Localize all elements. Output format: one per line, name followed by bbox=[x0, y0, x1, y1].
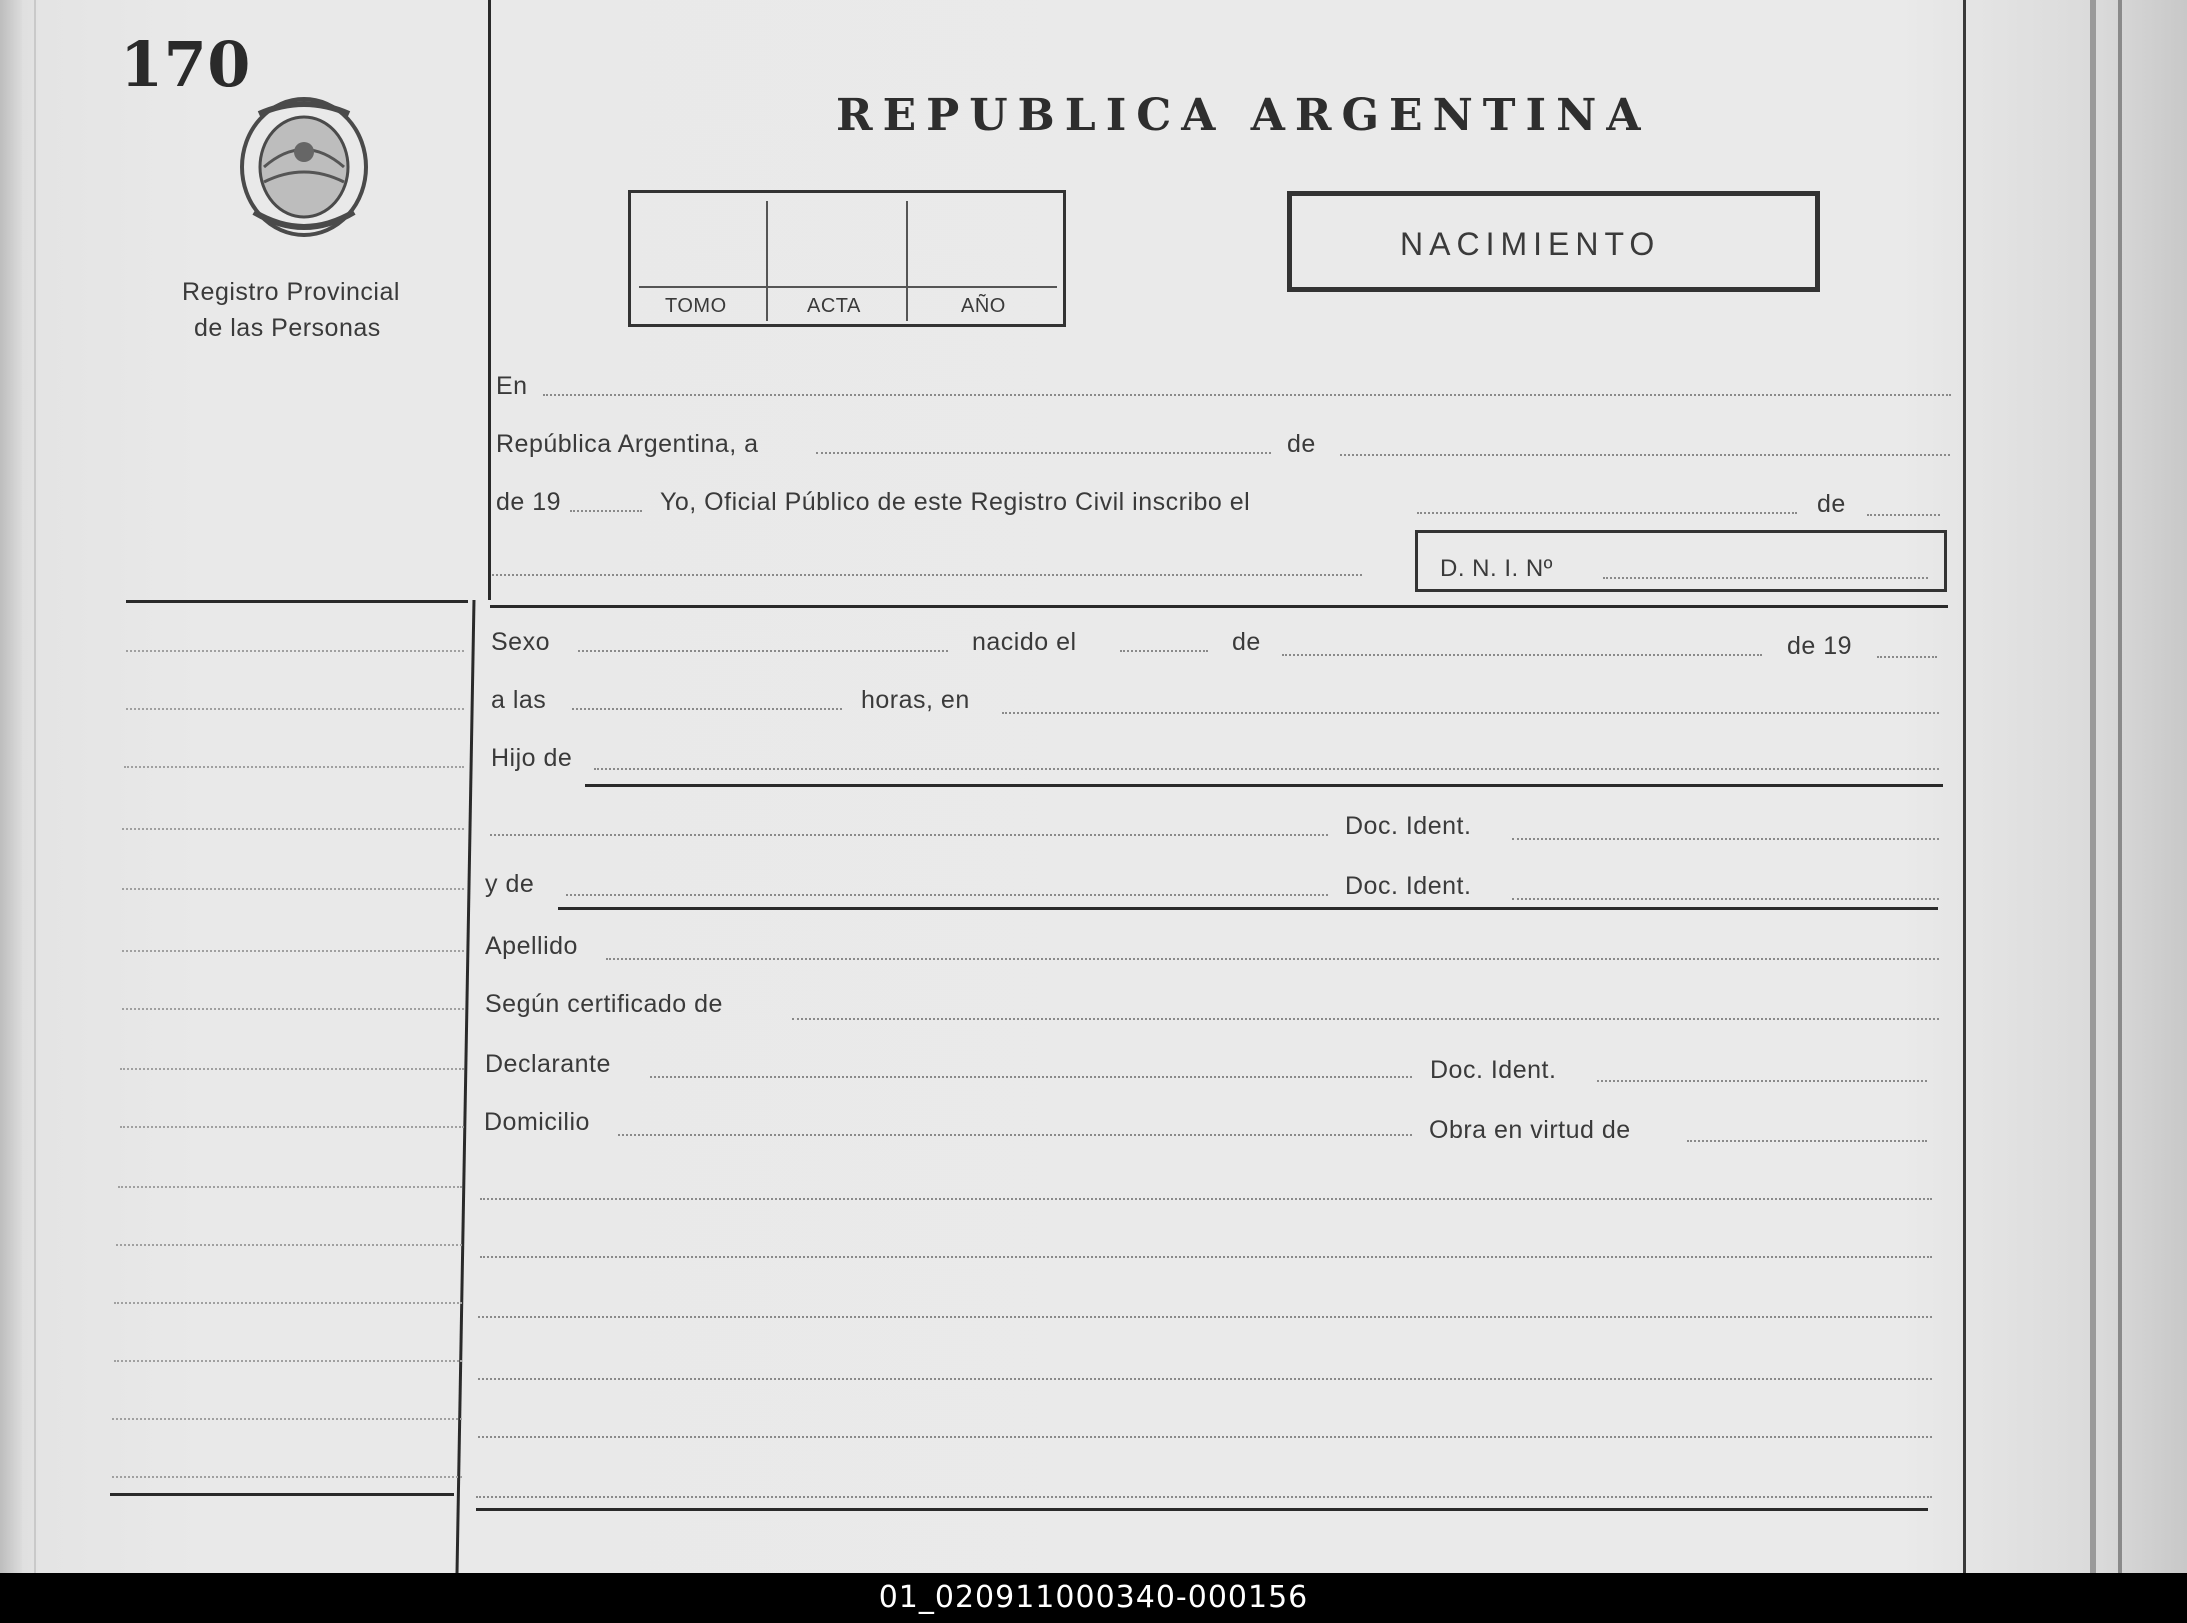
label-yo-oficial: Yo, Oficial Público de este Registro Civil inscribo el bbox=[660, 488, 1251, 516]
margin-line-3 bbox=[124, 766, 464, 768]
registry-label-line2: de las Personas bbox=[194, 314, 381, 342]
margin-line-14 bbox=[112, 1418, 462, 1420]
field-doc-ident-2 bbox=[1512, 898, 1939, 900]
record-number-box bbox=[628, 190, 1066, 327]
margin-bottom-separator bbox=[110, 1493, 454, 1496]
margin-line-4 bbox=[122, 828, 464, 830]
label-de-3: de bbox=[1232, 628, 1261, 656]
page-right-edge-2 bbox=[2118, 0, 2122, 1573]
record-type-box bbox=[1287, 191, 1820, 292]
notes-line-4 bbox=[478, 1378, 1932, 1380]
margin-line-11 bbox=[116, 1244, 462, 1246]
father-underline bbox=[585, 784, 1943, 787]
field-father-extra bbox=[490, 834, 1328, 836]
field-hour bbox=[572, 708, 842, 710]
image-caption: 01_020911000340-000156 bbox=[0, 1573, 2187, 1623]
field-apellido bbox=[606, 958, 1939, 960]
margin-line-1 bbox=[126, 650, 464, 652]
label-declarante: Declarante bbox=[485, 1050, 611, 1078]
document-title: REPUBLICA ARGENTINA bbox=[836, 90, 1651, 141]
label-hijo-de: Hijo de bbox=[491, 744, 573, 772]
field-father bbox=[594, 768, 1939, 770]
label-de-1: de bbox=[1287, 430, 1316, 458]
notes-line-1 bbox=[480, 1198, 1932, 1200]
field-day bbox=[816, 452, 1271, 454]
field-doc-ident-3 bbox=[1597, 1080, 1927, 1082]
record-type: NACIMIENTO bbox=[1400, 226, 1661, 262]
field-domicilio bbox=[618, 1134, 1412, 1136]
label-horas-en: horas, en bbox=[861, 686, 970, 714]
margin-divider bbox=[488, 0, 491, 600]
label-dni: D. N. I. Nº bbox=[1440, 555, 1553, 582]
margin-line-8 bbox=[120, 1068, 464, 1070]
form-right-border bbox=[1963, 0, 1966, 1573]
label-obra-en-virtud: Obra en virtud de bbox=[1429, 1116, 1631, 1144]
label-a-las: a las bbox=[491, 686, 547, 714]
margin-line-10 bbox=[118, 1186, 462, 1188]
acta-label: ACTA bbox=[807, 295, 861, 317]
field-doc-ident-1 bbox=[1512, 838, 1939, 840]
field-declarante bbox=[650, 1076, 1412, 1078]
field-month bbox=[1340, 454, 1950, 456]
notes-line-6 bbox=[476, 1496, 1932, 1498]
label-y-de: y de bbox=[485, 870, 535, 898]
field-birth-day bbox=[1120, 650, 1208, 652]
field-year bbox=[570, 510, 642, 512]
field-mother bbox=[566, 894, 1328, 896]
page-left-edge bbox=[0, 0, 22, 1573]
field-obra-en-virtud bbox=[1687, 1140, 1927, 1142]
margin-line-2 bbox=[126, 708, 464, 710]
notes-line-3 bbox=[478, 1316, 1932, 1318]
field-dni bbox=[1603, 577, 1928, 579]
margin-line-12 bbox=[114, 1302, 462, 1304]
margin-separator-1 bbox=[126, 600, 468, 603]
field-inscribo-de bbox=[1867, 514, 1940, 516]
bottom-separator bbox=[476, 1508, 1928, 1511]
margin-line-7 bbox=[122, 1008, 464, 1010]
margin-line-9 bbox=[120, 1126, 464, 1128]
dni-box bbox=[1415, 530, 1947, 592]
label-de-19-birth: de 19 bbox=[1787, 632, 1853, 660]
label-nacido-el: nacido el bbox=[972, 628, 1077, 656]
field-name bbox=[492, 574, 1362, 576]
seal-emblem bbox=[234, 92, 374, 242]
label-de-2: de bbox=[1817, 490, 1846, 518]
field-en bbox=[543, 394, 1951, 396]
margin-line-6 bbox=[122, 950, 464, 952]
field-birth-year bbox=[1877, 656, 1937, 658]
field-certificado bbox=[792, 1018, 1939, 1020]
margin-line-13 bbox=[114, 1360, 462, 1362]
record-box-divider-1 bbox=[766, 201, 768, 321]
notes-line-5 bbox=[478, 1436, 1932, 1438]
label-doc-ident-3: Doc. Ident. bbox=[1430, 1056, 1557, 1084]
margin-line-5 bbox=[122, 888, 464, 890]
mother-underline bbox=[558, 907, 1938, 910]
label-republica: República Argentina, a bbox=[496, 430, 759, 458]
page-right-edge bbox=[2090, 0, 2096, 1573]
field-birth-month bbox=[1282, 654, 1762, 656]
page-left-edge-line bbox=[34, 0, 36, 1573]
margin-line-15 bbox=[112, 1476, 462, 1478]
tomo-label: TOMO bbox=[665, 295, 727, 317]
label-en: En bbox=[496, 372, 528, 400]
notes-line-2 bbox=[480, 1256, 1932, 1258]
page-number: 170 bbox=[120, 28, 251, 101]
label-segun-certificado: Según certificado de bbox=[485, 990, 723, 1018]
field-inscribo bbox=[1417, 512, 1797, 514]
section-separator-1 bbox=[490, 605, 1948, 608]
margin-divider-lower bbox=[456, 600, 476, 1573]
field-sexo bbox=[578, 650, 948, 652]
field-birth-place bbox=[1002, 712, 1939, 714]
record-box-baseline bbox=[639, 286, 1057, 288]
registry-label-line1: Registro Provincial bbox=[182, 278, 400, 306]
label-de-19: de 19 bbox=[496, 488, 562, 516]
label-doc-ident-2: Doc. Ident. bbox=[1345, 872, 1472, 900]
label-domicilio: Domicilio bbox=[484, 1108, 590, 1136]
label-doc-ident-1: Doc. Ident. bbox=[1345, 812, 1472, 840]
record-box-divider-2 bbox=[906, 201, 908, 321]
label-apellido: Apellido bbox=[485, 932, 578, 960]
anio-label: AÑO bbox=[961, 295, 1006, 317]
label-sexo: Sexo bbox=[491, 628, 550, 656]
